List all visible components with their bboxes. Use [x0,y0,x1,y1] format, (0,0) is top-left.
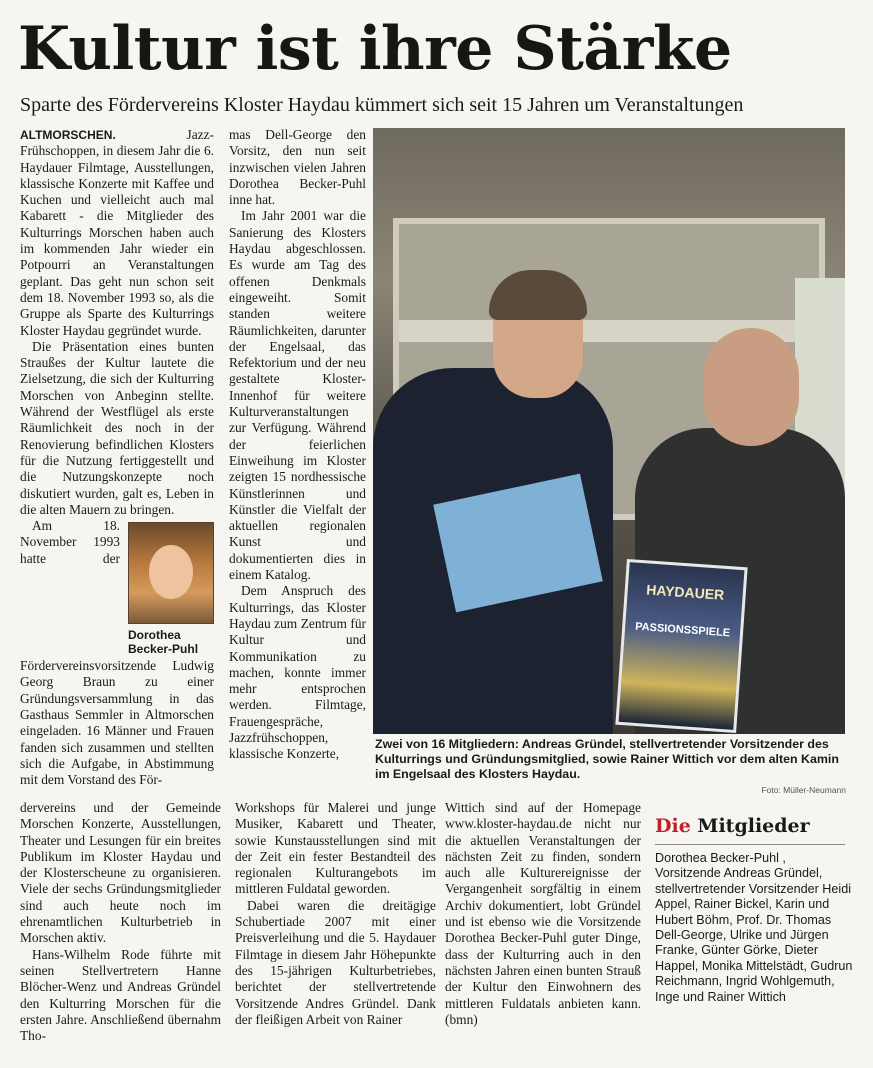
portrait-photo [128,522,214,624]
paragraph: Die Präsentation eines bunten Straußes der Kultur lautete die Zielsetzung, die sich der Kulturring Morschen von Anbeginn stellte. Während der Westflügel als erste Räumlichkeit des noch in der Renovierung befindlichen Klosters für die Nutzung fertiggestellt und die Nutzungskonzepte noch diskutiert wurden, galt es, Leben in die alten Mauern zu bringen. [20,338,214,517]
paragraph: Wittich sind auf der Homepage www.kloster-haydau.de nicht nur die aktuellen Veranstaltungen der nächsten Zeit zu finden, sondern auch alle Kulturereignisse der Vergangenheit sorgfältig in einem Archiv dokumentiert, lobt Gründel und ist ebenso wie die Vorsitzende Dorothea Becker-Puhl guter Dinge, dass der Kulturring auch in den nächsten Jahren einen bunten Strauß der Kultur den Einwohnern des mittleren Fuldatals anbieten kann. (bmn) [445,800,641,1027]
poster-title: HAYDAUER [645,581,725,603]
article-column-5 [445,800,641,1028]
members-title-rest: Mitglieder [690,815,810,837]
paragraph: Am 18. November 1993 hatte der Fördervereinsvorsitzende Ludwig Georg Braun zu einer Gründungsversammlung in das Gasthaus Semmler in Altmorschen eingeladen. 16 Männer und Frauen fanden sich zusammen und stellten sich die Aufgabe, in Abstimmung mit dem Vorstand des För- [20,518,214,788]
article-column-3-4 [20,800,436,1048]
portrait-inset [128,522,214,656]
article-column-2 [229,127,366,763]
divider [655,844,845,845]
paragraph-text: Jazz-Frühschoppen, in diesem Jahr die 6. Haydauer Filmtage, Ausstellungen, klassische Konzerte mit Kaffee und Kuchen und vielleicht auch mal Kabarett - die Mitglieder des Kulturrings Morschen haben auch im kommenden Jahr wieder ein Potpourri an Veranstaltungen geplant. Das geht nun schon seit dem 18. November 1993 so, als die Gruppe als Sparte des Kulturrings Kloster Haydau gegründet wurde. [20,127,214,338]
main-photo [373,128,845,734]
subheadline: Sparte des Fördervereins Kloster Haydau kümmert sich seit 15 Jahren um Veranstaltungen [20,94,744,116]
paragraph: mas Dell-George den Vorsitz, den nun seit inzwischen vielen Jahren Dorothea Becker-Puhl inne hat. [229,127,366,208]
poster [615,559,747,733]
paragraph: Hans-Wilhelm Rode führte mit seinen Stellvertretern Hanne Blöcher-Wenz und Andreas Gründel den Kulturring Morschen für die ersten Jahre. Anschließend übernahm Tho- [20,946,221,1044]
members-box [655,814,855,1005]
paragraph: Workshops für Malerei und junge Musiker, Kabarett und Theater, sowie Kunstausstellungen sind mit der Zeit ein fester Bestandteil des regionalen Kulturangebots im mittleren Fuldatal geworden. [235,800,436,897]
members-title-red: Die [655,815,691,837]
paragraph: Dem Anspruch des Kulturrings, das Kloster Haydau zum Zentrum für Kultur und Kommunikation zu machen, konnte immer mehr entsprochen werden. Filmtage, Frauengespräche, Jazzfrühschoppen, klassische Konzerte, [229,583,366,762]
paragraph: Im Jahr 2001 war die Sanierung des Klosters Haydau abgeschlossen. Es wurde am Tag des offenen Denkmals eingeweiht. Somit standen weitere Räumlichkeiten, darunter der Engelsaal, das Refektorium und der neu gestaltete Kloster-Innenhof für weitere Kulturveranstaltungen zur Verfügung. Während der feierlichen Einweihung im Kloster zeigten 15 nordhessische Künstlerinnen und Künstler die Vielfalt der aktuellen regionalen Kunst und dokumentierten dies in einem Katalog. [229,208,366,583]
photo-credit: Foto: Müller-Neumann [761,785,846,795]
paragraph: Dabei waren die dreitägige Schubertiade 2007 mit einer Preisverleihung und die 5. Haydauer Filmtage in diesem Jahr Höhepunkte des 15-jährigen Kulturbetriebes, berichtet der stellvertretende Vorsitzende Andres Gründel. Dank der fleißigen Arbeit von Rainer [235,897,436,1027]
person-right-head [703,328,799,446]
poster-subtitle: PASSIONSSPIELE [634,620,731,640]
headline: Kultur ist ihre Stärke [18,14,732,84]
members-list: Dorothea Becker-Puhl , Vorsitzende Andreas Gründel, stellvertretender Vorsitzender Heidi Appel, Rainer Bickel, Karin und Hubert Böhm, Prof. Dr. Thomas Dell-George, Ulrike und Jürgen Franke, Günter Görke, Dieter Happel, Monika Mittelstädt, Gudrun Reichmann, Ingrid Wohlgemuth, Inge und Rainer Wittich [655,851,853,1004]
article-column-1 [20,127,214,789]
dateline: ALTMORSCHEN. [20,128,116,142]
paragraph-intro [20,127,214,339]
paragraph: dervereins und der Gemeinde Morschen Konzerte, Ausstellungen, Theater und Lesungen für ein breites Publikum im Kloster Haydau und der Klosterscheune zu organisieren. Viele der sechs Gründungsmitglieder sind auch heute noch im ehrenamtlichen Kulturbetrieb in Morschen aktiv. [20,800,221,946]
portrait-caption: Dorothea Becker-Puhl [128,628,199,657]
portrait-face [149,545,193,599]
photo-caption: Zwei von 16 Mitgliedern: Andreas Gründel, stellvertretender Vorsitzender des Kulturrings und Gründungsmitglied, sowie Rainer Wittich vor dem alten Kamin im Engelsaal des Klosters Haydau. [375,737,839,781]
members-title [655,814,855,838]
